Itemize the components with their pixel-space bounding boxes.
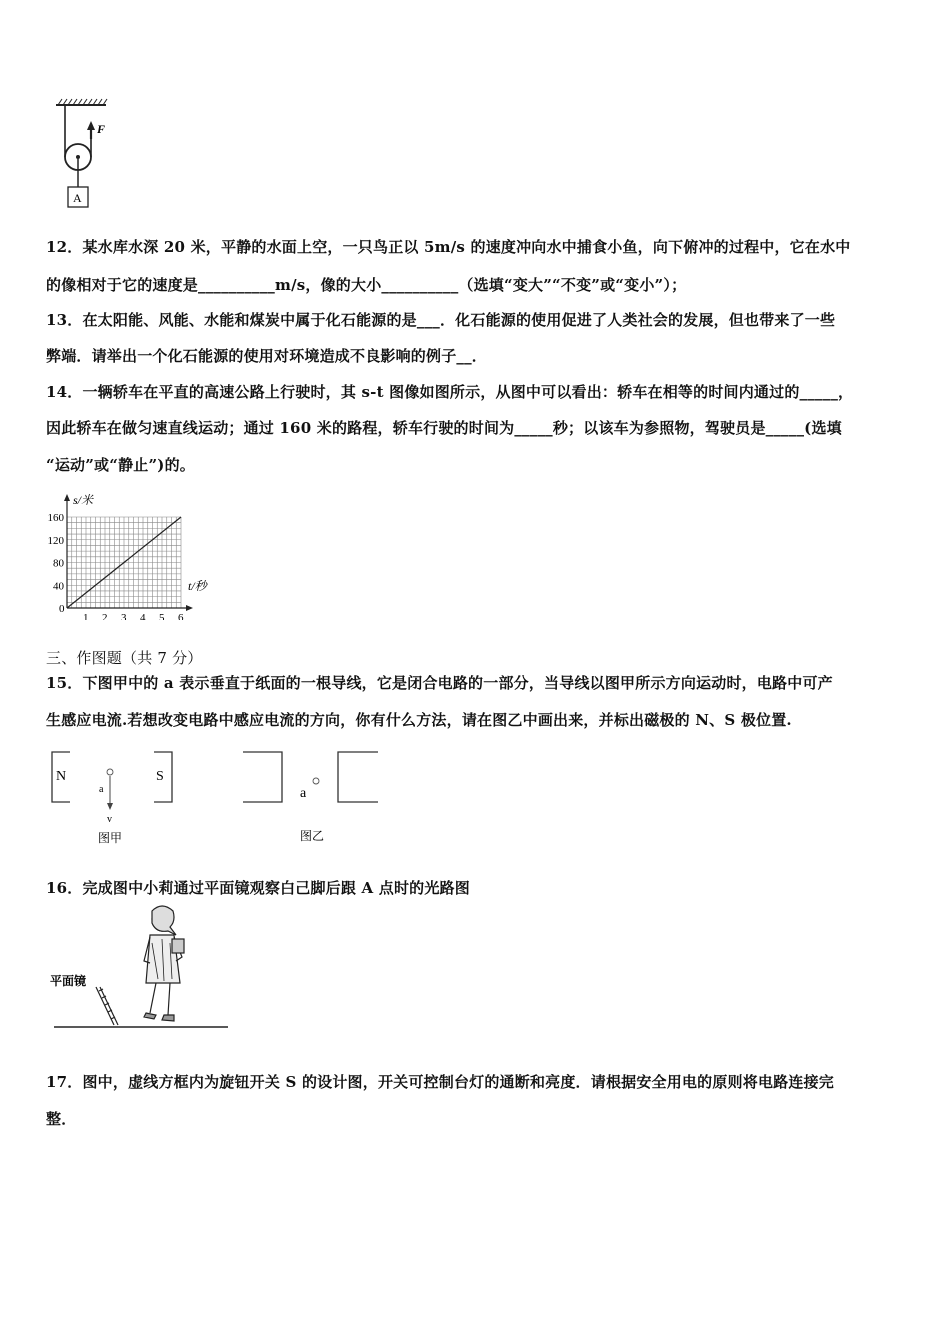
y-tick-label: 40 [53, 580, 64, 593]
x-tick-label: 1 [83, 612, 89, 620]
x-tick-label: 4 [140, 612, 146, 620]
q14-line1: 14．一辆轿车在平直的高速公路上行驶时，其 s-t 图像如图所示，从图中可以看出：轿车在相等的时间内通过的_____， [46, 383, 854, 401]
force-label: F [97, 122, 106, 136]
magnet-north-label: N [56, 769, 67, 784]
q12-line2: 的像相对于它的速度是__________m/s，像的大小__________（选填“变大”“不变”或“变小”）； [46, 276, 687, 294]
block-label: A [73, 191, 82, 205]
y-tick-label: 120 [47, 534, 64, 547]
q15-figure-b [238, 750, 388, 850]
q13-line1: 13．在太阳能、风能、水能和煤炭中属于化石能源的是___．化石能源的使用促进了人类社会的发展，但也带来了一些 [46, 311, 836, 329]
x-tick-label: 6 [178, 612, 184, 620]
chart-x-axis-label: t/秒 [188, 579, 207, 593]
q14-line2: 因此轿车在做匀速直线运动；通过 160 米的路程，轿车行驶的时间为_____秒；以该车为参照物，驾驶员是_____(选填 [46, 419, 842, 437]
pulley-figure [48, 95, 128, 215]
wire-a-label-b: a [300, 786, 307, 801]
q15-line1: 15．下图甲中的 a 表示垂直于纸面的一根导线，它是闭合电路的一部分，当导线以图甲所示方向运动时，电路中可产 [46, 674, 833, 692]
girl-figure [144, 906, 184, 1021]
section3-heading: 三、作图题（共 7 分） [46, 649, 203, 667]
wire-a-label: a [99, 784, 104, 795]
q15-figure-a [48, 750, 183, 850]
figure-b-caption: 图乙 [300, 829, 325, 843]
chart-y-axis-label: s/米 [73, 493, 94, 507]
y-tick-label: 80 [53, 557, 64, 570]
mirror-label: 平面镜 [50, 974, 87, 988]
x-tick-label: 5 [159, 612, 165, 620]
q14-line3: “运动”或“静止”)的。 [46, 456, 196, 474]
q16-line1: 16．完成图中小莉通过平面镜观察白己脚后跟 A 点时的光路图 [46, 879, 470, 897]
plane-mirror [96, 987, 118, 1025]
st-chart [40, 490, 225, 620]
q17-line2: 整． [46, 1110, 77, 1128]
q12-line1: 12．某水库水深 20 米，平静的水面上空，一只鸟正以 5m/s 的速度冲向水中捕食小鱼，向下俯冲的过程中，它在水中 [46, 238, 851, 256]
y-tick-label: 160 [47, 512, 64, 524]
figure-a-caption: 图甲 [98, 831, 123, 845]
x-tick-label: 2 [102, 612, 108, 620]
chart-origin-label: 0 [59, 603, 65, 615]
magnet-south-label: S [156, 769, 164, 784]
velocity-label: v [107, 814, 112, 825]
q17-line1: 17．图中，虚线方框内为旋钮开关 S 的设计图，开关可控制台灯的通断和亮度．请根据安全用电的原则将电路连接完 [46, 1073, 834, 1091]
q13-line2: 弊端．请举出一个化石能源的使用对环境造成不良影响的例子__． [46, 347, 488, 365]
x-tick-label: 3 [121, 612, 127, 620]
q15-line2: 生感应电流.若想改变电路中感应电流的方向，你有什么方法，请在图乙中画出来，并标出磁极的 N、S 极位置. [46, 711, 792, 729]
q16-figure [46, 903, 236, 1033]
